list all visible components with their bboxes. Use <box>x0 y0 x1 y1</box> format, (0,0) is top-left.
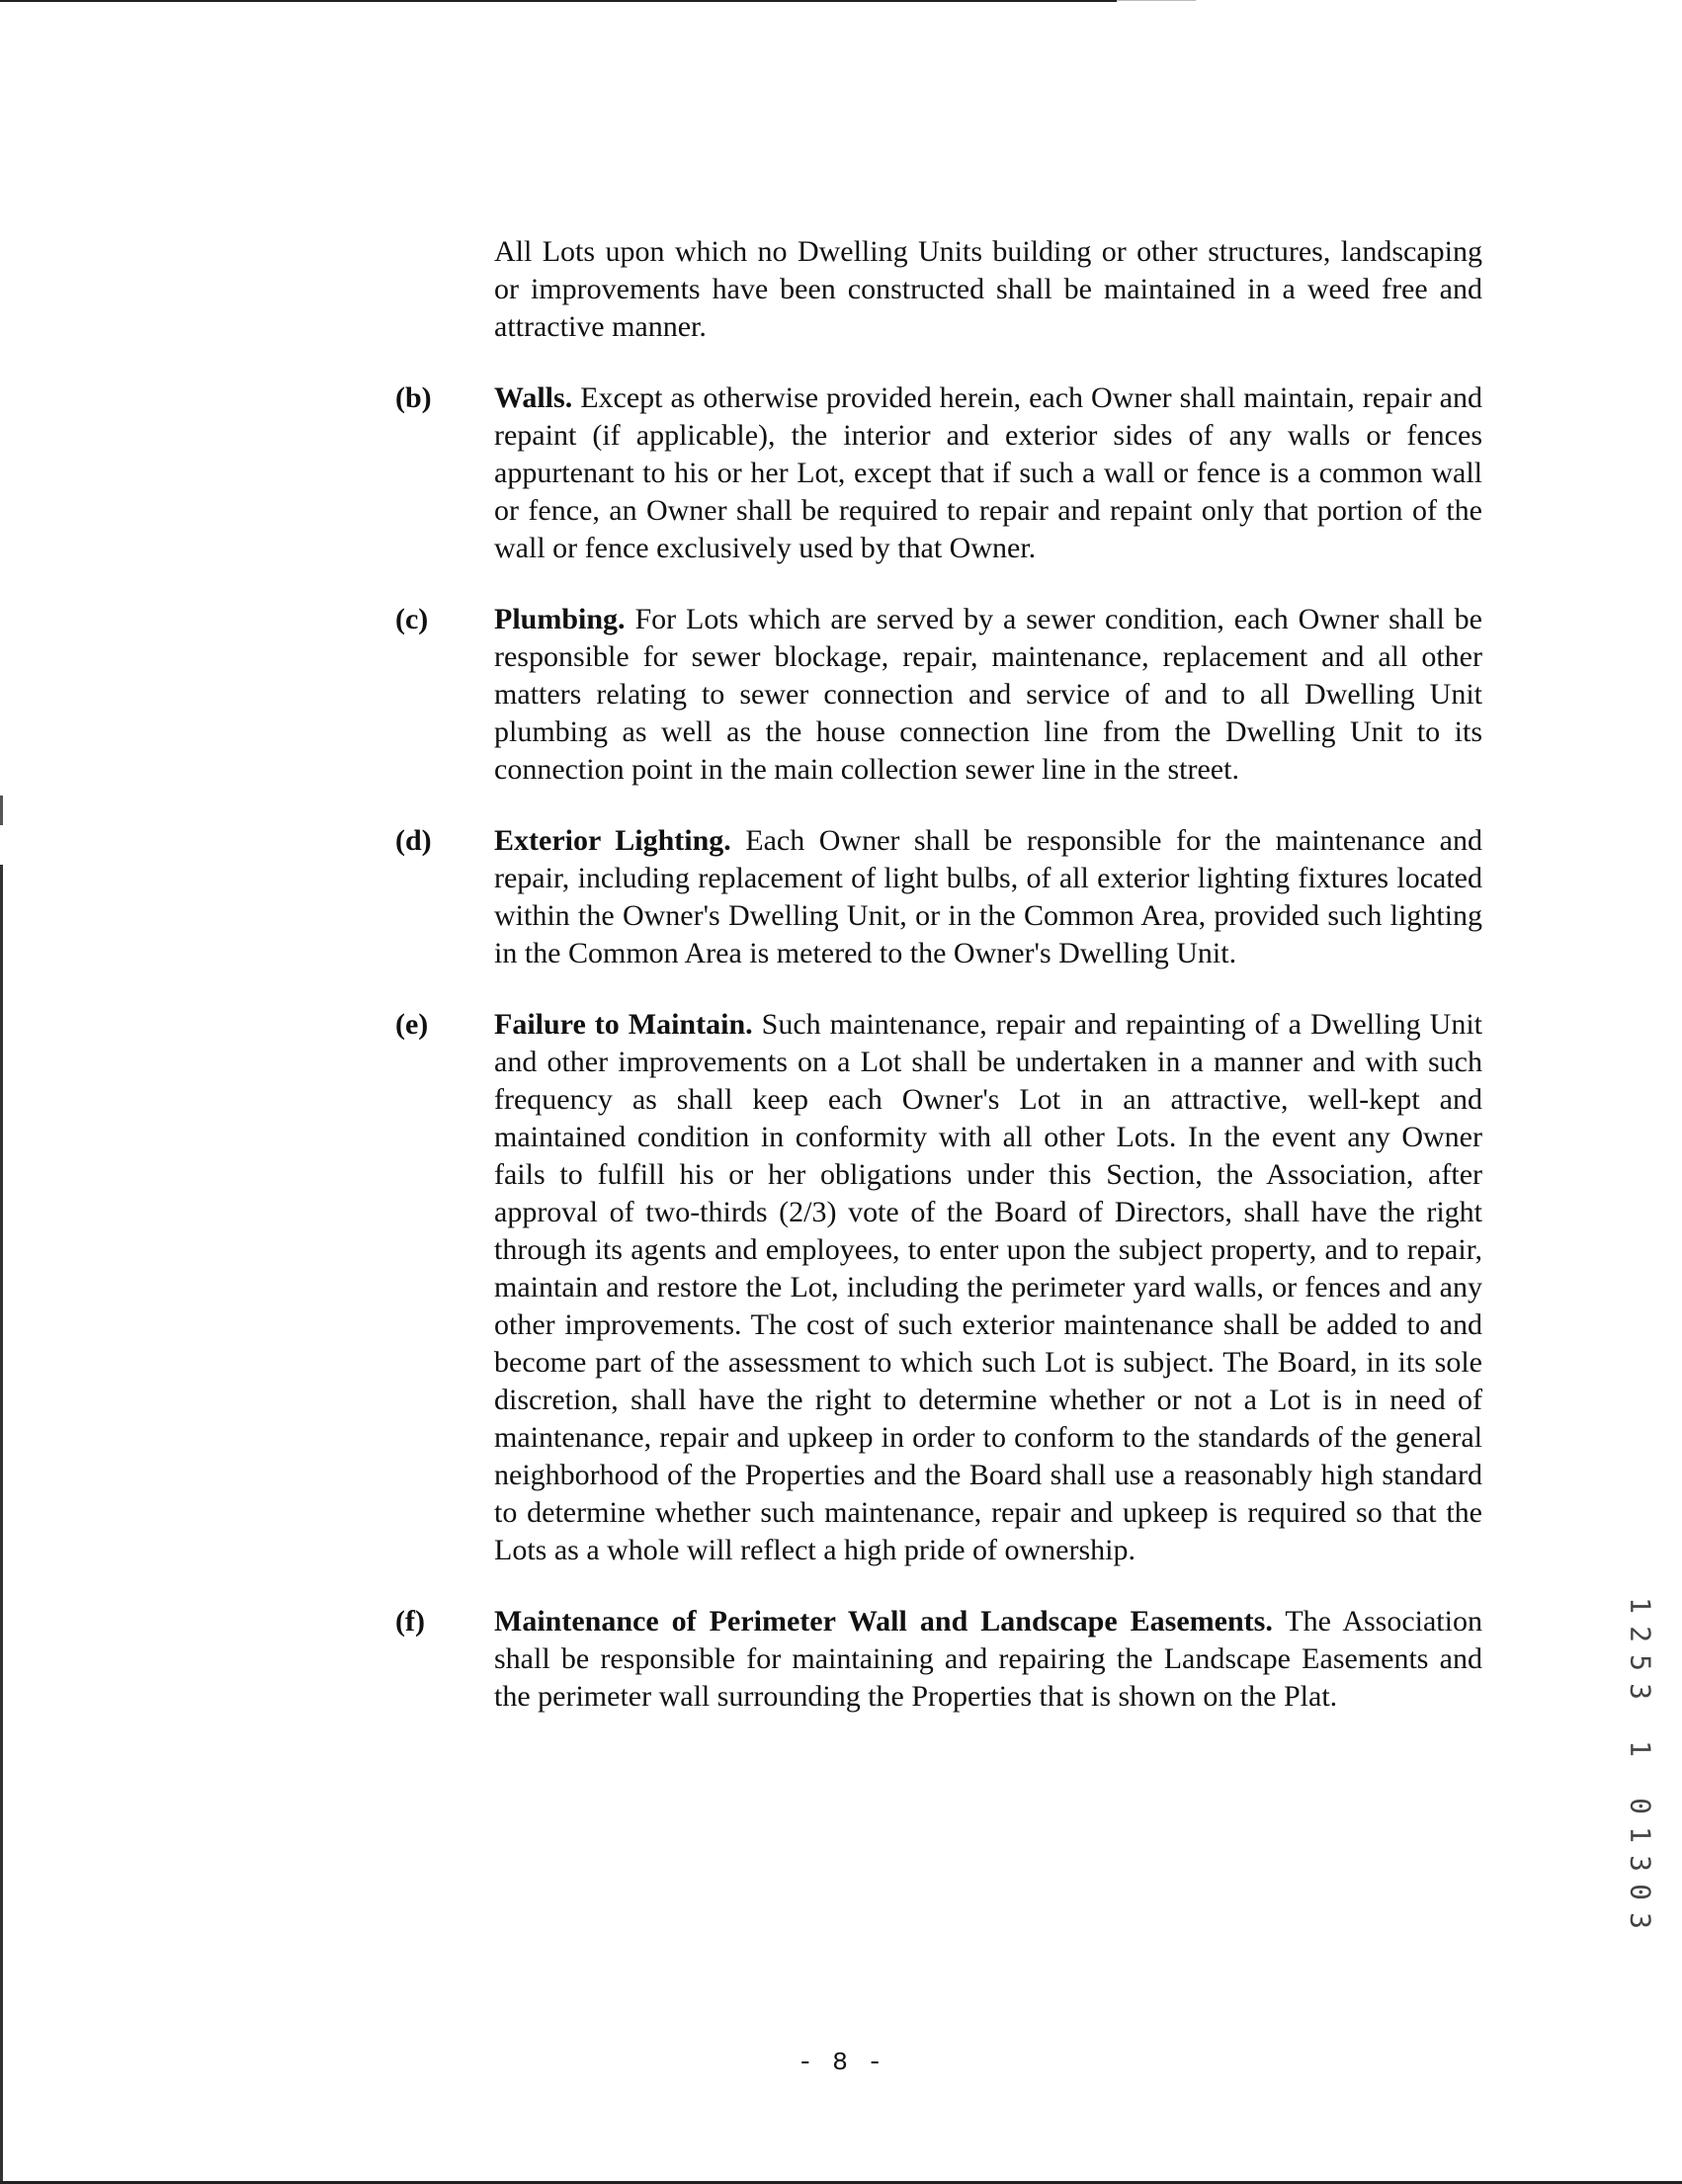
recording-stamp-glyph: 1 <box>1624 1597 1657 1614</box>
item-title: Walls. <box>494 381 573 414</box>
item-paragraph <box>494 822 1482 972</box>
recording-stamp-glyph: 1 <box>1624 1740 1657 1757</box>
recording-stamp-glyph: 2 <box>1624 1626 1657 1642</box>
item-letter: (e) <box>395 1008 429 1041</box>
section-item-d <box>395 822 1482 972</box>
recording-stamp-glyph: 3 <box>1624 1683 1657 1700</box>
item-letter: (c) <box>395 603 429 635</box>
item-text: Except as otherwise provided herein, each Owner shall maintain, repair and repaint (if applicable), the interior and exterior sides of any walls or fences appurtenant to his or her Lot, except that if such a wall or fence is a common wall or fence, an Owner shall be required to repair and repaint only that portion of the wall or fence exclusively used by that Owner. <box>494 381 1483 564</box>
item-title: Exterior Lighting. <box>494 824 731 857</box>
section-item-c <box>395 601 1482 789</box>
item-letter: (d) <box>395 824 432 857</box>
item-title: Plumbing. <box>494 603 626 635</box>
item-letter: (b) <box>395 381 432 414</box>
scan-edge-left <box>0 865 3 2184</box>
scan-edge-top <box>0 0 1117 2</box>
item-title: Failure to Maintain. <box>494 1008 753 1041</box>
item-letter: (f) <box>395 1605 425 1638</box>
page-number: - 8 - <box>797 2048 884 2077</box>
intro-paragraph: All Lots upon which no Dwelling Units building or other structures, landscaping or improvements have been constructed shall be maintained in a weed free and attractive manner. <box>494 235 1482 343</box>
item-paragraph <box>494 1006 1482 1569</box>
recording-stamp-glyph: 3 <box>1624 1855 1657 1872</box>
scan-edge-top-faint <box>1117 0 1196 1</box>
item-paragraph <box>494 601 1482 789</box>
item-text: The Association shall be responsible for maintaining and repairing the Landscape Easements and the perimeter wall surrounding the Properties that is shown on the Plat. <box>494 1605 1482 1713</box>
recording-stamp-glyph: 3 <box>1624 1912 1657 1929</box>
document-body <box>395 233 1483 1749</box>
recording-stamp-glyph: 1 <box>1624 1826 1657 1843</box>
recording-stamp-glyph: 0 <box>1624 1798 1657 1814</box>
item-text: For Lots which are served by a sewer condition, each Owner shall be responsible for sewer blockage, repair, maintenance, replacement and all other matters relating to sewer connection and service of and to all Dwelling Unit plumbing as well as the house connection line from the Dwelling Unit to its connection point in the main collection sewer line in the street. <box>494 603 1482 786</box>
item-text: Such maintenance, repair and repainting of a Dwelling Unit and other improvements on a Lot shall be undertaken in a manner and with such frequency as shall keep each Owner's Lot in an attractive, well-kept and maintained condition in conformity with all other Lots. In the event any Owner fails to fulfill his or her obligations under this Section, the Association, after approval of two-thirds (2/3) vote of the Board of Directors, shall have the right through its agents and employees, to enter upon the subject property, and to repair, maintain and restore the Lot, including the perimeter yard walls, or fences and any other improvements. The cost of such exterior maintenance shall be added to and become part of the assessment to which such Lot is subject. The Board, in its sole discretion, shall have the right to determine whether or not a Lot is in need of maintenance, repair and upkeep in order to conform to the standards of the general neighborhood of the Properties and the Board shall use a reasonably high standard to determine whether such maintenance, repair and upkeep is required so that the Lots as a whole will reflect a high pride of ownership. <box>494 1008 1483 1566</box>
item-paragraph <box>494 379 1482 567</box>
scan-edge-left-tick <box>0 796 3 825</box>
recording-stamp-glyph: 5 <box>1624 1654 1657 1671</box>
section-item-e <box>395 1006 1483 1569</box>
section-item-b <box>395 379 1483 567</box>
recording-stamp <box>1621 1591 1660 1935</box>
item-paragraph <box>494 1603 1482 1716</box>
item-text: Each Owner shall be responsible for the maintenance and repair, including replacement of light bulbs, of all exterior lighting fixtures located within the Owner's Dwelling Unit, or in the Common Area, provided such lighting in the Common Area is metered to the Owner's Dwelling Unit. <box>494 824 1482 969</box>
item-title: Maintenance of Perimeter Wall and Landscape Easements. <box>494 1605 1273 1638</box>
section-item-f <box>395 1603 1482 1716</box>
recording-stamp-glyph: 0 <box>1624 1884 1657 1900</box>
